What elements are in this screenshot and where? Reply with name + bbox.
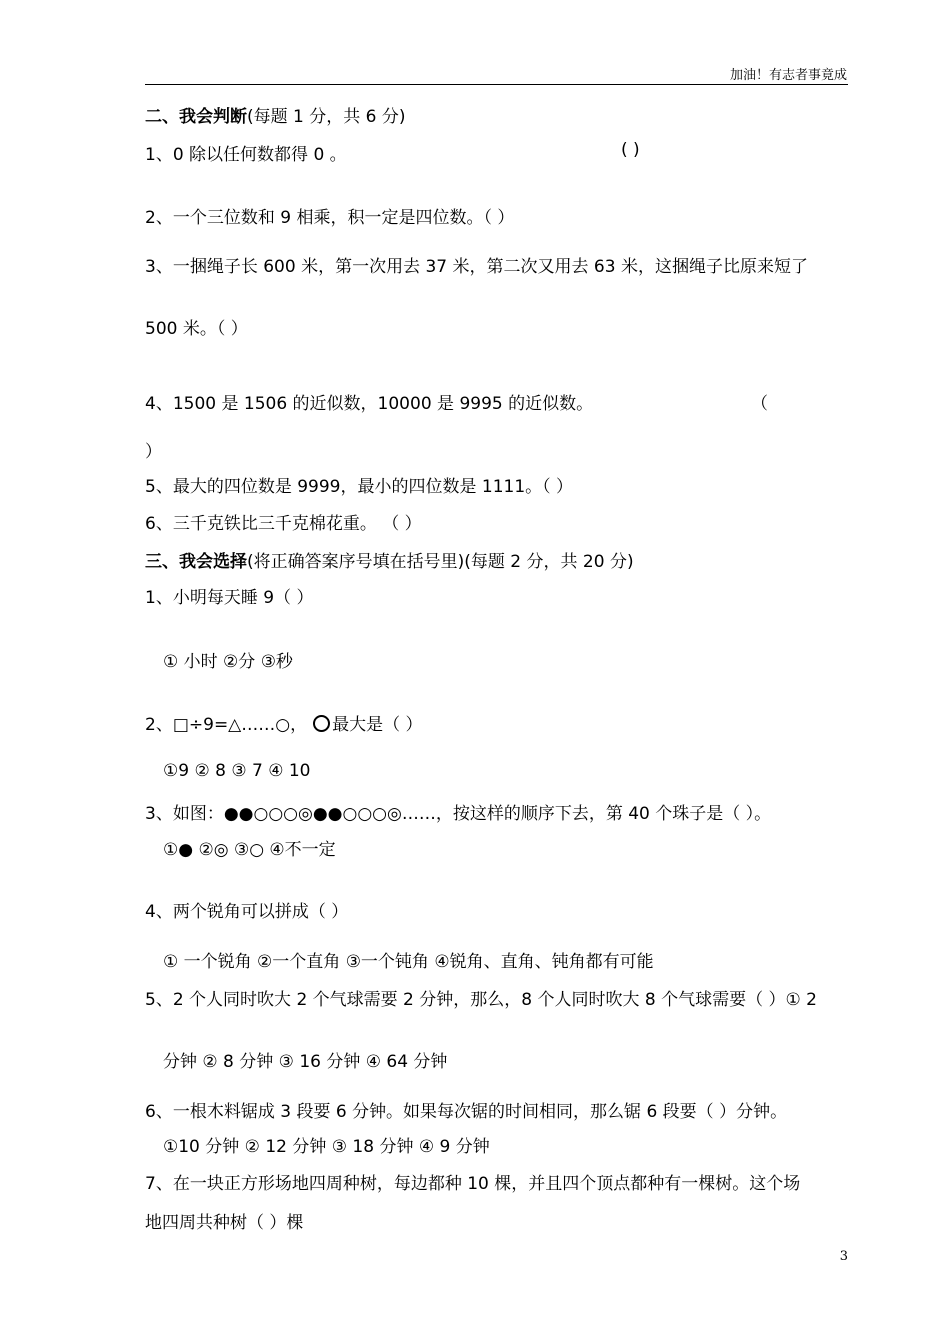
judge-question-4: 4、1500 是 1506 的近似数，10000 是 9995 的近似数。 <box>145 394 594 414</box>
judge-question-2: 2、一个三位数和 9 相乘，积一定是四位数。（ ） <box>145 208 515 228</box>
header-motto: 加油！有志者事竟成 <box>729 68 847 83</box>
choice-question-2-start: 2、□÷9=△……○， <box>145 715 308 735</box>
judge-question-4-paren-open: （ <box>751 394 768 414</box>
section3-title <box>145 547 634 572</box>
choice-question-2-end: 最大是（ ） <box>332 715 423 735</box>
choice-question-1-options: ① 小时 ②分 ③秒 <box>163 652 293 672</box>
choice-question-5-line1: 5、2 个人同时吹大 2 个气球需要 2 分钟，那么，8 个人同时吹大 8 个气球需要（ ）① 2 <box>145 990 817 1010</box>
choice-question-5-line2: 分钟 ② 8 分钟 ③ 16 分钟 ④ 64 分钟 <box>163 1052 448 1072</box>
section2-title-bold: 二、我会判断 <box>145 107 247 127</box>
section3-title-bold: 三、我会选择 <box>145 552 247 572</box>
choice-question-6-options: ①10 分钟 ② 12 分钟 ③ 18 分钟 ④ 9 分钟 <box>163 1137 490 1157</box>
section2-title <box>145 102 406 127</box>
judge-question-1: 1、0 除以任何数都得 0 。 <box>145 145 347 165</box>
judge-question-3-line1: 3、一捆绳子长 600 米，第一次用去 37 米，第二次又用去 63 米，这捆绳子比原来短了 <box>145 257 808 277</box>
judge-question-1-paren: ( ) <box>621 140 640 160</box>
judge-question-3-line2: 500 米。（ ） <box>145 319 248 339</box>
section3-title-rest: (将正确答案序号填在括号里)(每题 2 分，共 20 分) <box>247 552 634 572</box>
header-divider <box>145 84 848 85</box>
page-number: 3 <box>839 1249 848 1264</box>
circle-symbol-icon <box>313 715 330 732</box>
choice-question-7-line1: 7、在一块正方形场地四周种树，每边都种 10 棵，并且四个顶点都种有一棵树。这个场 <box>145 1174 801 1194</box>
choice-question-3: 3、如图：●●○○○◎●●○○○◎……，按这样的顺序下去，第 40 个珠子是（ ）。 <box>145 804 772 824</box>
judge-question-6: 6、三千克铁比三千克棉花重。 （ ） <box>145 514 422 534</box>
choice-question-6: 6、一根木料锯成 3 段要 6 分钟。如果每次锯的时间相同，那么锯 6 段要（ ）分钟。 <box>145 1102 788 1122</box>
choice-question-4: 4、两个锐角可以拼成（ ） <box>145 902 349 922</box>
judge-question-5: 5、最大的四位数是 9999，最小的四位数是 1111。（ ） <box>145 477 574 497</box>
choice-question-2 <box>145 710 423 735</box>
choice-question-4-options: ① 一个锐角 ②一个直角 ③一个钝角 ④锐角、直角、钝角都有可能 <box>163 952 654 972</box>
judge-question-4-paren-close: ） <box>145 442 162 462</box>
section2-title-rest: (每题 1 分，共 6 分) <box>247 107 406 127</box>
choice-question-3-options: ①● ②◎ ③○ ④不一定 <box>163 840 336 860</box>
choice-question-7-line2: 地四周共种树（ ）棵 <box>145 1213 304 1233</box>
choice-question-1: 1、小明每天睡 9（ ） <box>145 588 314 608</box>
choice-question-2-options: ①9 ② 8 ③ 7 ④ 10 <box>163 761 311 781</box>
